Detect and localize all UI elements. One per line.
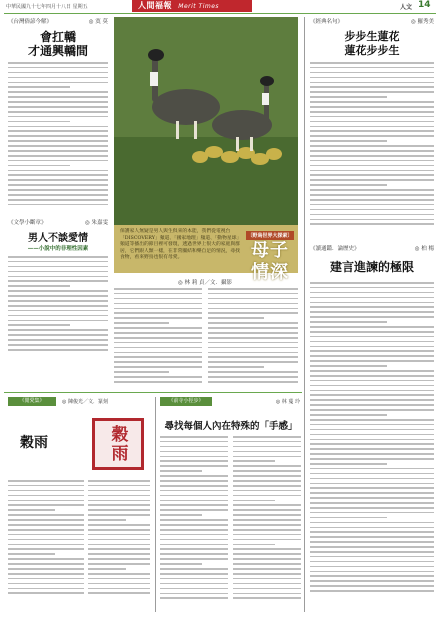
article-body-history: [310, 282, 434, 608]
column-title: 《台灣俗諺今解》: [8, 19, 53, 25]
article-body-literature: [8, 256, 108, 356]
column-heading-literature: [8, 218, 108, 226]
column-title: 《讀通鑑．論歷史》: [310, 246, 360, 252]
column-divider: [304, 17, 305, 612]
article-subtitle-literature: ——小說中的非理性因素: [27, 246, 89, 252]
column-author: ◎ 寞 莫: [88, 19, 108, 25]
title-line-1: 步步生蓮花: [344, 30, 400, 43]
seal-author: ◎ 陳俊光／文．篆刻: [62, 399, 108, 405]
issue-date: 中華民國九十七年四月十八日 星期五: [6, 4, 88, 10]
article-body-hand-feel-right: [233, 436, 301, 610]
header-divider: [4, 13, 436, 14]
seal-characters: 穀雨: [107, 425, 128, 463]
seal-carving-image: [92, 418, 144, 470]
feature-author: ◎ 林 莉 貞／文．攝影: [177, 280, 233, 286]
logo-chinese: 人間福報: [138, 1, 172, 10]
article-body-lotus: [310, 62, 434, 240]
column-heading-path: 《前寺小徑步》: [160, 397, 212, 406]
article-body-seal-right: [88, 480, 150, 610]
column-author: ◎ 柏 楊: [414, 246, 434, 252]
newspaper-logo: [132, 0, 252, 12]
logo-english: Merit Times: [178, 3, 220, 10]
column-title: 《經典名句》: [310, 19, 344, 25]
article-title-lotus: [310, 30, 434, 58]
article-body-seal-left: [8, 480, 84, 610]
column-heading-classic-quotes: [310, 17, 434, 25]
section-label: 人文: [400, 4, 413, 11]
article-title-literature: 男人不談愛情: [28, 233, 88, 244]
article-title-hand-feel: 尋找每個人內在特殊的「手感」: [164, 421, 298, 432]
banner-title: 母子情深: [251, 240, 289, 283]
title-line-1: 會扛轎: [39, 30, 76, 44]
title-line-2: 蓮花步步生: [344, 44, 400, 57]
feature-body-right: [208, 288, 298, 386]
article-body-folk-saying: [8, 62, 108, 212]
feature-body-left: [114, 288, 202, 386]
page-number: 14: [418, 0, 431, 10]
column-heading-folk-sayings: [8, 17, 108, 25]
article-body-hand-feel-left: [160, 436, 228, 610]
page-header: [0, 0, 440, 12]
column-author: ◎ 朱嘉雯: [84, 220, 108, 226]
article-title-seal: 穀雨: [20, 435, 48, 451]
column-author: ◎ 羅秀美: [410, 19, 434, 25]
bottom-column-divider: [155, 397, 156, 612]
goose-family-illustration: [114, 17, 298, 225]
column-heading-seal: 《閒愛集》: [8, 397, 56, 406]
article-title-history: 建言進諫的極限: [329, 260, 414, 274]
column-title: 《文學小斷章》: [8, 220, 47, 226]
article-title-folk-saying: [10, 30, 106, 58]
banner-kicker: 〔野鳥世界大探索〕: [247, 233, 293, 239]
column-heading-history: [310, 244, 434, 252]
goose-family-photo: [114, 17, 298, 225]
path-author: ◎ 林 蔓 玲: [275, 399, 300, 405]
title-line-2: 才通興轎間: [27, 44, 88, 58]
bottom-divider: [4, 392, 302, 393]
photo-caption: 保護家人無疑是男人與生俱來的本能，我們從電視台「DISCOVERY」頻道、「國家地理」頻道、「動物星球」頻道等播出的節目裡可發現，透過世界上很大的家庭與群居，它們跟人類一樣，在非常團結和樂自足的情況，尋找食物，看來野鳥也很有母愛。: [120, 229, 240, 260]
